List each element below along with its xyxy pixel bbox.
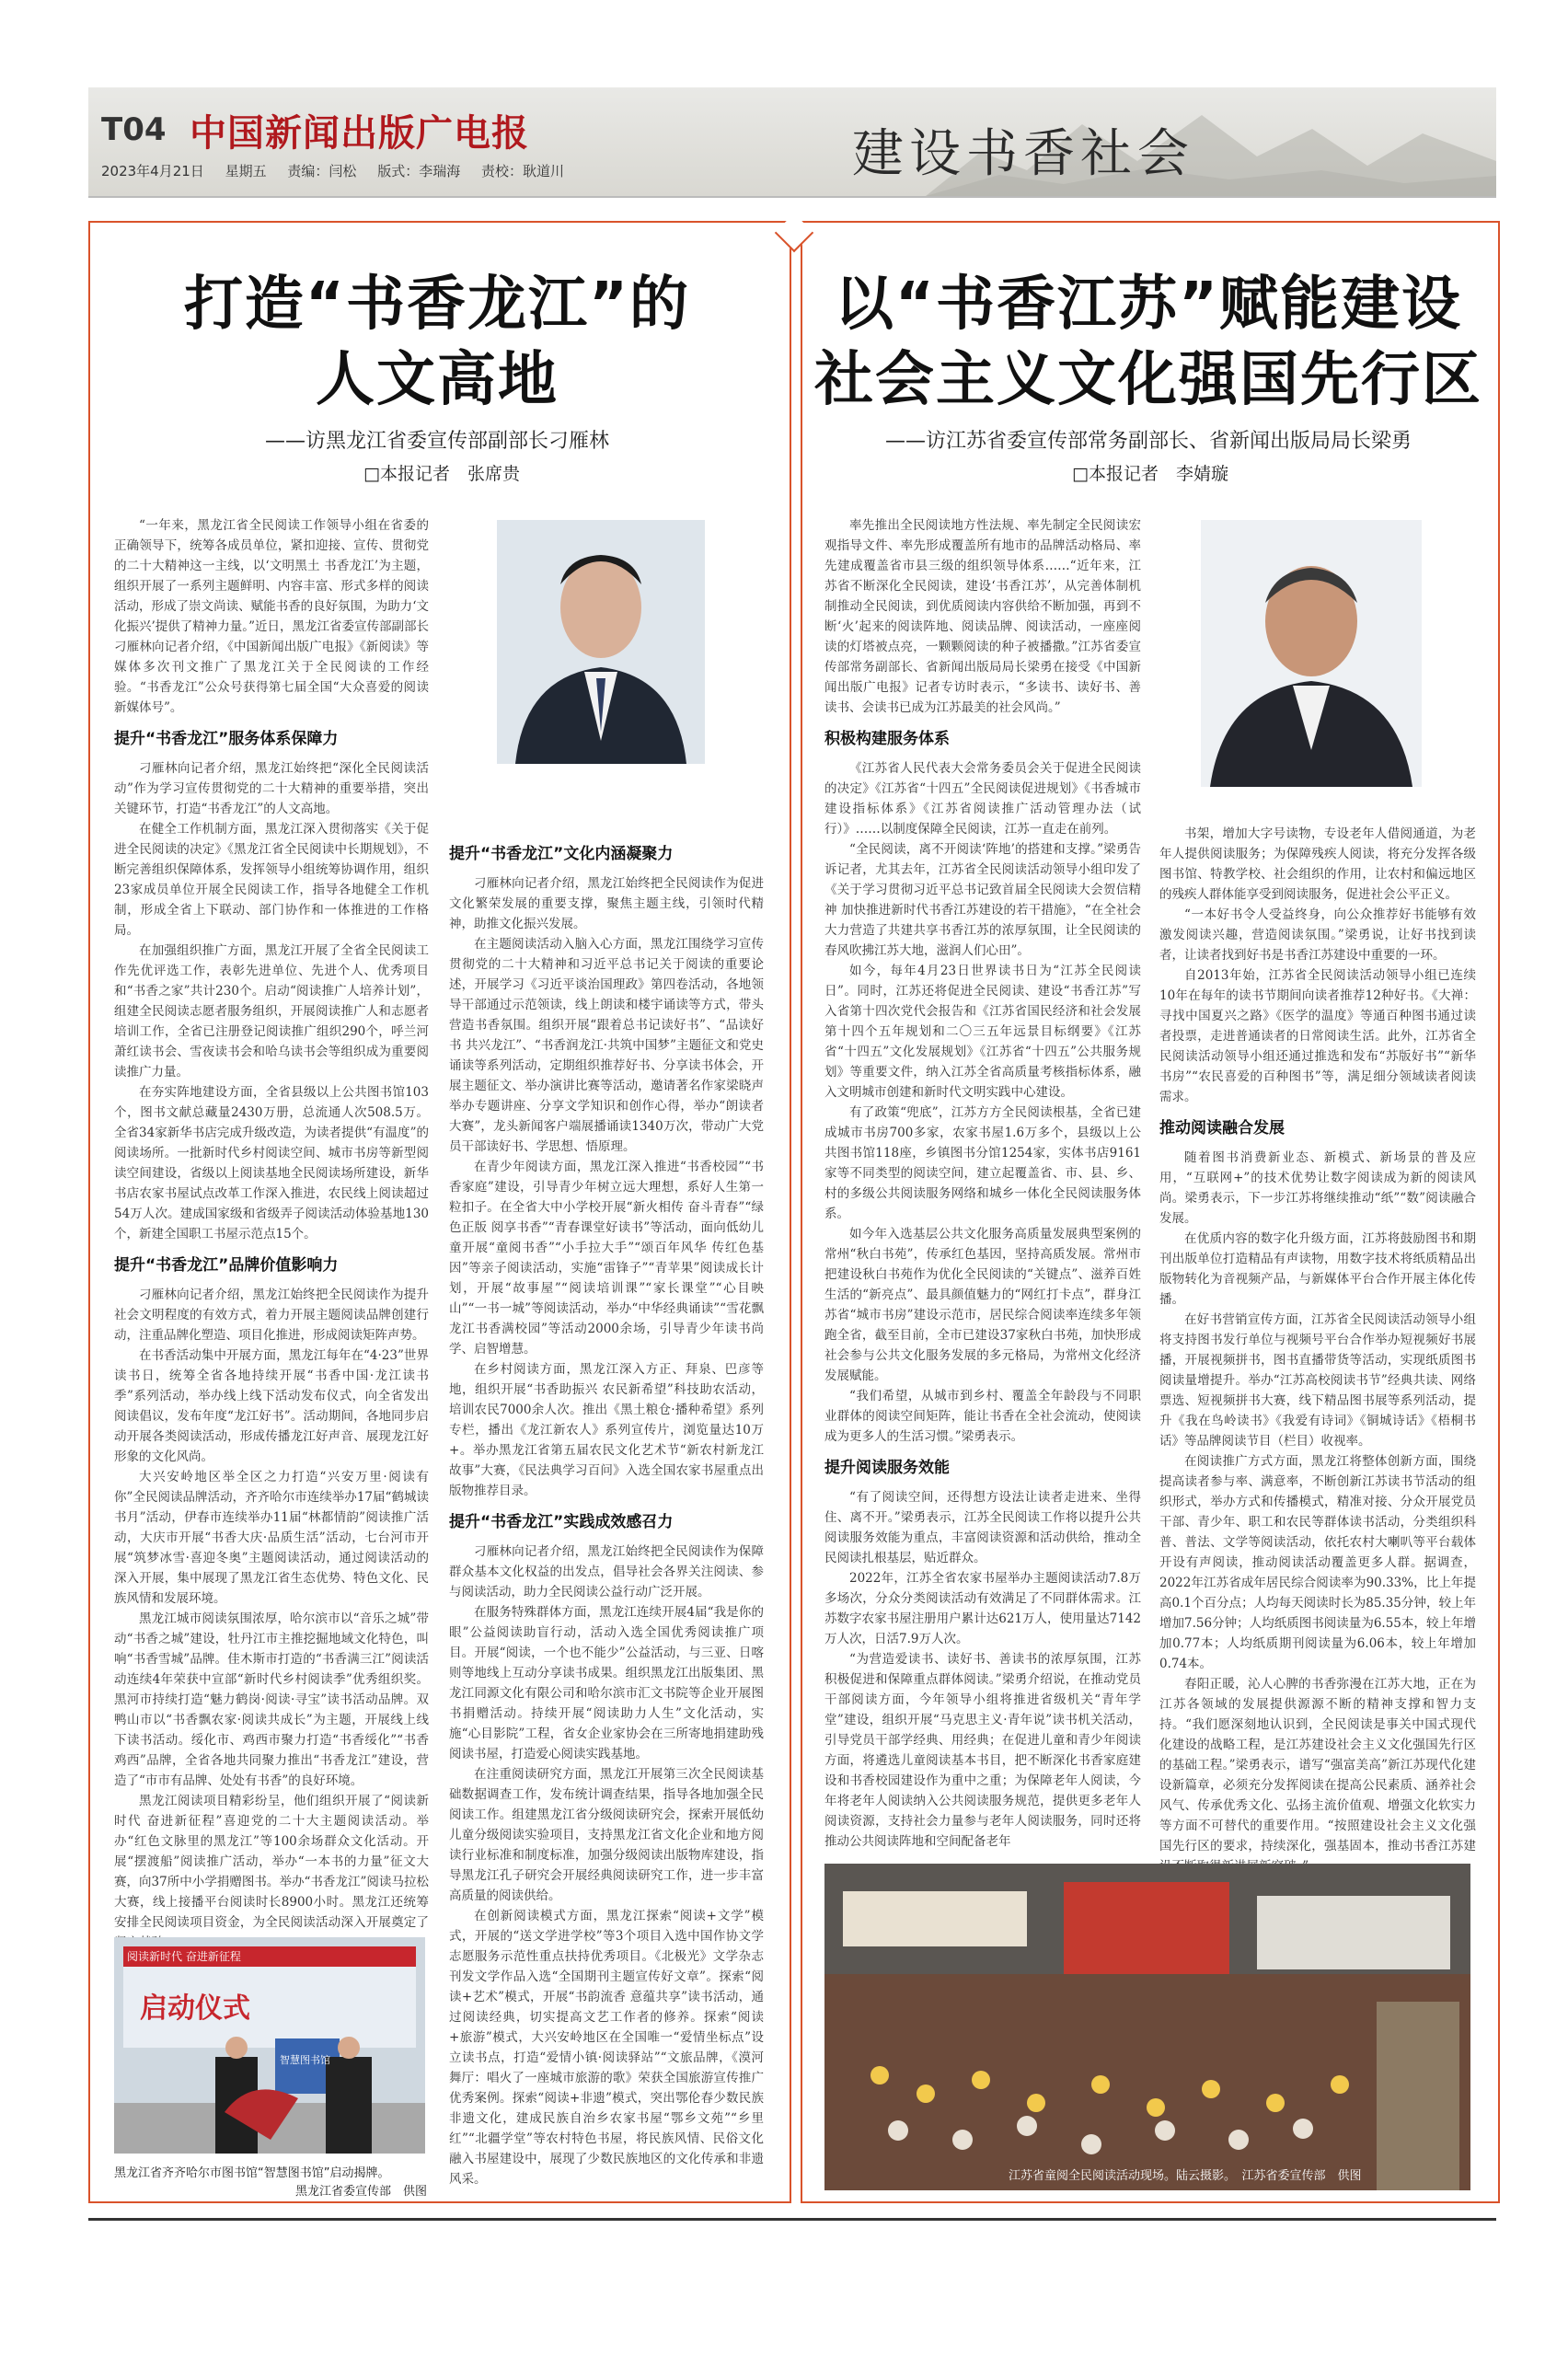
section-heading: 提升“书香龙江”品牌价值影响力 <box>114 1256 339 1275</box>
body-paragraph: 刁雁林向记者介绍，黑龙江始终把全民阅读作为促进文化繁荣发展的重要支撑，聚焦主题主线，引领时代精神，助推文化振兴发展。 <box>449 876 764 931</box>
ceremony-scene-icon <box>114 1937 425 2154</box>
left-article-subtitle: ——访黑龙江省委宣传部副部长刁雁林 <box>264 430 609 453</box>
page-number: T04 <box>101 111 167 148</box>
issue-date: 2023年4月21日 <box>101 163 204 179</box>
left-photo-caption <box>114 2165 427 2201</box>
left-article-column-2 <box>449 833 764 2232</box>
right-photo-caption: 江苏省童阅全民阅读活动现场。陆云摄影。 江苏省委宣传部 供图 <box>1009 2169 1362 2183</box>
body-paragraph: 在优质内容的数字化升级方面，江苏将鼓励图书和期刊出版单位打造精品有声读物，用数字技术将纸质精品出版物转化为音视频产品，与新媒体平台合作开展主体化传播。 <box>1159 1231 1476 1307</box>
body-paragraph: 黑龙江阅读项目精彩纷呈，他们组织开展了“阅读新时代 奋进新征程”喜迎党的二十大主题阅读活动。举办“红色文脉里的黑龙江”等100余场群众文化活动。开展“摆渡船”阅读推广活动，举办“一本书的力量”征文大赛，向37所中小学捐赠图书。举办“书香龙江”阅读马拉松大赛，线上接播平台阅读时长8900小时。黑龙江还统筹安排全民阅读项目资金，为全民阅读活动深入开展奠定了 <box>114 1794 429 1930</box>
right-event-photo <box>824 1864 1470 2190</box>
body-paragraph: 自2013年始，江苏省全民阅读活动领导小组已连续10年在每年的读书节期间向读者推荐12种好书。《大禅：寻找中国夏兴之路》《医学的温度》等通百种图书通过读者投票，走进普通读者的日常阅读生活。此外，江苏省全民阅读活动领导小组还通过推选和发布“苏版好书”“新华书房”“农民喜爱的百种图书”等，满足细分领域读者阅读需求。 <box>1159 968 1476 1104</box>
body-paragraph: 在阅读推广方式方面，黑龙江将整体创新方面，围绕提高读者参与率、满意率，不断创新江苏读书节活动的组织形式，举办方式和传播模式，精准对接、分众开展党员干部、青少年、职工和农民等群体读书活动，分类组织科普、普法、文学等阅读活动，依托农村大喇叭等平台载体开设有声阅读，推动阅读活动覆盖更多人群。据调查，2022年江苏省成年居民综合阅读率为90.33%，比上年提高0.1个百分点；人均每天阅读时长为85.35分钟，较上年增加7.56分钟；人均纸质图书阅读量为6.55本，较上年增加0.77本；人均纸质期刊阅读量为6.06本，较上年增加0.74本。 <box>1159 1454 1476 1671</box>
section-heading: 积极构建服务体系 <box>824 730 950 748</box>
page-bottom-rule <box>88 2218 1496 2221</box>
body-paragraph: 如今年入选基层公共文化服务高质量发展典型案例的常州“秋白书苑”，传承红色基因，坚持高质发展。常州市把建设秋白书苑作为优化全民阅读的“关键点”、滋养百姓生活的“新亮点”、最具颜值魅力的“网红打卡点”，群身江苏省“城市书房”建设示范市，居民综合阅读率连续多年领跑全省，截至目前，全市已建设37家秋白书苑，加快形成社会参与公共文化服务发展的多元格局，为常州文化经济发展赋能。 <box>824 1227 1141 1383</box>
body-paragraph: “一本好书令人受益终身，向公众推荐好书能够有效激发阅读兴趣，营造阅读氛围。”梁勇说，让好书找到读者，让读者找到好书是书香江苏建设中重要的一环。 <box>1159 907 1476 963</box>
editor-credit: 责编：闫松 <box>287 163 357 179</box>
left-article-byline: □本报记者 张席贵 <box>363 464 520 484</box>
left-photo-credit: 黑龙江省委宣传部 供图 <box>294 2185 427 2199</box>
body-paragraph: 在健全工作机制方面，黑龙江深入贯彻落实《关于促进全民阅读的决定》《黑龙江省全民阅读中长期规划》，不断完善组织保障体系，发挥领导小组统筹协调作用，组织23家成员单位开展全民阅读工作，指导各地健全工作机制，形成全省上下联动、部门协作和一体推进的工作格局。 <box>114 822 429 938</box>
reading-event-scene-icon <box>824 1864 1470 2190</box>
issue-weekday: 星期五 <box>225 163 267 179</box>
body-paragraph: 春阳正暖，沁人心脾的书香弥漫在江苏大地，正在为江苏各领域的发展提供源源不断的精神支撑和智力支持。“我们愿深刻地认识到，全民阅读是事关中国式现代化建设的战略工程，是江苏建设社会主义文化强国先行区的基础工程。”梁勇表示，谱写“强富美高”新江苏现代化建设新篇章，必须充分发挥阅读在提高公民素质、涵养社会风气、传承优秀文化、弘扬主流价值观、增强文化软实力等方面不可替代的重要作用。“按照建设社会主义文化强国先行区的要求，持续深化，强基固本，推动书香江苏建 <box>1159 1677 1476 1854</box>
body-paragraph: 书架，增加大字号读物，专设老年人借阅通道，为老年人提供阅读服务；为保障残疾人阅读，将充分发挥各级图书馆、特教学校、社会组织的作用，让农村和偏远地区的残疾人群体能享受到阅读服务，促进社会公平正义。 <box>1159 826 1476 902</box>
left-portrait-photo <box>497 520 705 764</box>
body-paragraph: 《江苏省人民代表大会常务委员会关于促进全民阅读的决定》《江苏省“十四五”全民阅读促进规划》《书香城市建设指标体系》《江苏省阅读推广活动管理办法（试行）》……以制度保障全民阅读，江苏一直走在前列。 <box>824 761 1141 837</box>
newspaper-name: 中国新闻出版广电报 <box>190 111 529 155</box>
right-title-line-2: 社会主义文化强国先行区 <box>814 346 1482 414</box>
section-heading: 提升“书香龙江”文化内涵凝聚力 <box>449 845 674 863</box>
left-article-column-1 <box>114 515 429 1930</box>
banner-title: 启动仪式 <box>140 1992 250 2025</box>
issue-meta <box>101 161 581 180</box>
left-title-line-1: 打造“书香龙江”的 <box>183 271 691 339</box>
right-article-title <box>810 267 1487 418</box>
body-paragraph: 在好书营销宣传方面，江苏省全民阅读活动领导小组将支持图书发行单位与视频号平台合作举办短视频好书展播，开展视频拼书，图书直播带货等活动，实现纸质图书阅读量增提升。举办“江苏高校阅读书节”经典共读、网络票选、短视频拼书大赛，线下精品图书展等系列活动，提升《我在鸟岭读书》《我爱有诗词》《铜城诗话》《梧桐书话》等品牌阅读节目（栏目）收视率。 <box>1159 1312 1476 1449</box>
body-paragraph: “为营造爱读书、读好书、善读书的浓厚氛围，江苏积极促进和保障重点群体阅读。”梁勇介绍说，在推动党员干部阅读方面，今年领导小组将推进省级机关“青年学堂”建设，组织开展“马克思主义·青年说”读书机关活动，引导党员干部学经典、用经典；在促进儿童和青少年阅读方面，将遴选儿童阅读基本书目，把不断深化书香家庭建设和书香校园建设作为重中之重；为保障老年人阅读，今年将老年人阅读纳入公共阅读服务规范，提供更多老年人阅读资源，支持社会力量参与老年人阅读服务，同时还将推动公共阅读阵地和空间配备老年 <box>824 1652 1141 1849</box>
left-title-line-2: 人文高地 <box>316 346 559 414</box>
body-paragraph: 在青少年阅读方面，黑龙江深入推进“书香校园”“书香家庭”建设，引导青少年树立远大理想，系好人生第一粒扣子。在全省大中小学校开展“新火相传 奋斗青春”“绿色正版 阅享书香”“青春课堂好读书”等活动，面向低幼儿童开展“童阅书香”“小手拉大手”“颂百年风华 传红色基因”等亲子阅读活动，实施“雷锋子”“青苹果”阅读成长计划，开展“故事屋”“阅读培训课”“家长课堂”“心目映山”“一书一城”等阅读活动，举办“中华经典诵读”“雪花飘龙江书香满校园”等活动2000余场，引导青少年读书尚学、启智增慧。 <box>449 1160 764 1357</box>
body-paragraph: “我们希望，从城市到乡村、覆盖全年龄段与不同职业群体的阅读空间矩阵，能让书香在全社会流动，使阅读成为更多人的生活习惯。”梁勇表示。 <box>824 1389 1141 1444</box>
right-article-byline: □本报记者 李婧璇 <box>1072 464 1228 484</box>
body-paragraph: 在主题阅读活动入脑入心方面，黑龙江围绕学习宣传贯彻党的二十大精神和习近平总书记关于阅读的重要论述，开展学习《习近平谈治国理政》第四卷活动，各地领导干部通过示范领读，线上朗读和楼宇诵读等方式，带头营造书香氛围。组织开展“跟着总书记读好书”、“品读好书 共兴龙江”、“书香润龙江·共筑中国梦”主题征文和党史诵读等系列活动，定期组织推荐好书、分享读书体会，开展主题征文、举办演讲比赛等活动，邀请著名作家梁晓声举办专题讲座、分享文学知识和创作心得，举办“朗读者大赛”，龙头新闻客户端展播诵读1340万次，带动广大党员干部读好书、学思想、悟原理。 <box>449 937 764 1154</box>
left-article-title <box>101 267 773 418</box>
right-article-column-2 <box>1159 824 1476 1854</box>
body-paragraph: 在服务特殊群体方面，黑龙江连续开展4届“我是你的眼”公益阅读助盲行动，活动入选全国优秀阅读推广项目。开展“阅读，一个也不能少”公益活动，与三亚、日喀则等地线上互动分享读书成果。组织黑龙江出版集团、黑龙江同源文化有限公司和哈尔滨市汇文书院等企业开展图书捐赠活动。持续开展“阅读助力人生”文化活动，实施“心目影院”工程，省女企业家协会在三所寄地捐建助残阅读书屋，打造爱心阅读实践基地。 <box>449 1605 764 1761</box>
body-paragraph: “全民阅读，离不开阅读‘阵地’的搭建和支撑。”梁勇告诉记者，尤其去年，江苏省全民阅读活动领导小组印发了《关于学习贯彻习近平总书记致首届全民阅读大会贺信精神 加快推进新时代书香江苏建设的若干措施》，“在全社会大力营造了共建共享书香江苏的浓厚氛围，让全民阅读的春风吹拂江苏大地，滋润人们心田”。 <box>824 842 1141 958</box>
body-paragraph: 有了政策“兜底”，江苏方方全民阅读根基，全省已建成城市书房700多家，农家书屋1.6万多个，县级以上公共图书馆118座，乡镇图书分馆1254家，实体书店9161家等不同类型的阅读空间，建立起覆盖省、市、县、乡、村的多级公共阅读服务网络和城乡一体化全民阅读服务体系。 <box>824 1105 1141 1221</box>
portrait-photo-icon <box>1201 520 1422 787</box>
body-paragraph: 如今，每年4月23日世界读书日为“江苏全民阅读日”。同时，江苏还将促进全民阅读、建设“书香江苏”写入省第十四次党代会报告和《江苏省国民经济和社会发展第十四个五年规划和二〇三五年远景目标纲要》《江苏省“十四五”文化发展规划》《江苏省“十四五”公共服务规划》等重要文件，纳入江苏全省高质量考核指标体系，融入文明城市创建和新时代文明实践中心建设。 <box>824 964 1141 1100</box>
designer-credit: 版式：李瑞海 <box>377 163 461 179</box>
body-paragraph: 在注重阅读研究方面，黑龙江开展第三次全民阅读基础数据调查工作，发布统计调查结果，指导各地加强全民阅读工作。组建黑龙江省分级阅读研究会，探索开展低幼儿童分级阅读实验项目，支持黑龙江省文化企业和地方阅读行业标准和制度标准，加强分级阅读出版物库建设，指导黑龙江孔子研究会开展经典阅读研究工作，进一步丰富高质量的阅读供给。 <box>449 1767 764 1903</box>
section-title: 建设书香社会 <box>852 124 1194 184</box>
left-photo-caption-text: 黑龙江省齐齐哈尔市图书馆“智慧图书馆”启动揭牌。 <box>114 2166 390 2180</box>
body-paragraph: 大兴安岭地区举全区之力打造“兴安万里·阅读有你”全民阅读品牌活动，齐齐哈尔市连续举办17届“鹤城读书月”活动，伊春市连续举办11届“林都情韵”阅读推广活动，大庆市开展“书香大庆·品质生活”活动，七台河市开展“筑梦冰雪·喜迎冬奥”主题阅读活动，通过阅读活动的深入开展，集中展现了黑龙江省生态优势、特色文化、民族风情和发展环境。 <box>114 1470 429 1606</box>
body-paragraph: 随着图书消费新业态、新模式、新场景的普及应用，“互联网+”的技术优势让数字阅读成为新的阅读风尚。梁勇表示，下一步江苏将继续推动“纸”“数”阅读融合发展。 <box>1159 1150 1476 1226</box>
body-paragraph: 2022年，江苏全省农家书屋举办主题阅读活动7.8万多场次，分众分类阅读活动有效满足了不同群体需求。江苏数字农家书屋注册用户累计达621万人，使用量达7142万人次，日活7.9万人次。 <box>824 1571 1141 1646</box>
body-paragraph: “一年来，黑龙江省全民阅读工作领导小组在省委的正确领导下，统筹各成员单位，紧扣迎接、宣传、贯彻党的二十大精神这一主线，以‘文明黑土 书香龙江’为主题，组织开展了一系列主题鲜明、内容丰富、形式多样的阅读活动，形成了崇文尚读、赋能书香的良好氛围，为助力‘文化振兴’提供了精神力量。”近日，黑龙江省委宣传部副部长刁雁林向记者介绍，《中国新闻出版广电报》《新阅读》等媒体多次刊文推广了黑龙江关于全民阅读的工作经验。“书香龙江”公众号获得第七届全国“大众喜爱的阅读新媒体号”。 <box>114 518 429 715</box>
section-heading: 提升“书香龙江”实践成效感召力 <box>449 1513 674 1531</box>
body-paragraph: 率先推出全民阅读地方性法规、率先制定全民阅读宏观指导文件、率先形成覆盖所有地市的品牌活动格局、率先建成覆盖省市县三级的组织领导体系……“近年来，江苏省不断深化全民阅读，建设‘书香江苏’，从完善体制机制推动全民阅读，到优质阅读内容供给不断加强，再到不断‘火’起来的阅读阵地、阅读品牌、阅读活动，一座座阅读的灯塔被点亮，一颗颗阅读的种子被播撒。”江苏省委宣传部常务副部长、省新闻出版局局长梁勇在接受《中国新闻出版广电报》记者专访时表示，“多读书、读好书、善读书、会读书已成为江苏最美的社会风尚。” <box>824 518 1141 715</box>
masthead <box>88 87 1496 198</box>
right-title-line-1: 以“书香江苏”赋能建设 <box>834 271 1463 339</box>
right-portrait-photo <box>1201 520 1422 787</box>
section-heading: 提升“书香龙江”服务体系保障力 <box>114 730 339 748</box>
proof-credit: 责校：耿道川 <box>480 163 564 179</box>
plaque-text: 智慧图书馆 <box>280 2054 330 2066</box>
banner-slogan: 阅读新时代 奋进新征程 <box>127 1950 241 1963</box>
body-paragraph: 刁雁林向记者介绍，黑龙江始终把“深化全民阅读活动”作为学习宣传贯彻党的二十大精神的重要举措，突出关键环节，打造“书香龙江”的人文高地。 <box>114 761 429 816</box>
portrait-photo-icon <box>497 520 705 764</box>
left-event-photo <box>114 1937 425 2154</box>
body-paragraph: “有了阅读空间，还得想方设法让读者走进来、坐得住、离不开。”梁勇表示，江苏全民阅读工作将以提升公共阅读服务效能为重点，丰富阅读资源和活动供给，推动全民阅读扎根基层，贴近群众。 <box>824 1490 1141 1565</box>
body-paragraph: 刁雁林向记者介绍，黑龙江始终把全民阅读作为提升社会文明程度的有效方式，着力开展主题阅读品牌创建行动，注重品牌化塑造、项目化推进，形成阅读矩阵声势。 <box>114 1288 429 1343</box>
right-article-column-1 <box>824 515 1141 1849</box>
section-heading: 提升阅读服务效能 <box>824 1459 950 1477</box>
body-paragraph: 刁雁林向记者介绍，黑龙江始终把全民阅读作为保障群众基本文化权益的出发点，倡导社会各界关注阅读、参与阅读活动，助力全民阅读公益行动广泛开展。 <box>449 1544 764 1599</box>
body-paragraph: 在加强组织推广方面，黑龙江开展了全省全民阅读工作先优评选工作，表彰先进单位、先进个人、优秀项目和“书香之家”共计230个。启动“阅读推广人培养计划”，组建全民阅读志愿者服务组织，开展阅读推广人和志愿者培训工作，全省已注册登记阅读推广组织290个，呼兰河萧红读书会、雪夜读书会和哈乌读书会等组织成为重要阅读推广力量。 <box>114 943 429 1080</box>
body-paragraph: 在乡村阅读方面，黑龙江深入方正、拜泉、巴彦等地，组织开展“书香助振兴 农民新希望”科技助农活动，培训农民7000余人次。推出《黑土粮仓·播种希望》系列专栏，播出《龙江新农人》系列宣传片，浏览量达10万+。举办黑龙江省第五届农民文化艺术节“新农村新龙江故事”大赛，《民法典学习百问》入选全国农家书屋重点出版物推荐目录。 <box>449 1362 764 1498</box>
body-paragraph: 在书香活动集中开展方面，黑龙江每年在“4·23”世界读书日，统筹全省各地持续开展“书香中国·龙江读书季”系列活动，举办线上线下活动发布仪式，向全省发出阅读倡议，发布年度“龙江好书”。活动期间，各地同步启动开展各类阅读活动，形成传播龙江好声音、展现龙江好形象的文化风尚。 <box>114 1348 429 1464</box>
section-heading: 推动阅读融合发展 <box>1159 1119 1285 1138</box>
right-article-subtitle: ——访江苏省委宣传部常务副部长、省新闻出版局局长梁勇 <box>884 430 1412 453</box>
body-paragraph: 在创新阅读模式方面，黑龙江探索“阅读+文学”模式，开展的“送文学进学校”等3个项目入选中国作协文学志愿服务示范性重点扶持优秀项目。《北极光》文学杂志刊发文学作品入选“全国期刊主题宣传好文章”。探索“阅读+艺术”模式，开展“书韵流香 意蕴共享”读书活动，通过阅读经典，切实提高文艺工作者的修养。探索“阅读+旅游”模式，大兴安岭地区在全国唯一“爱情坐标点”设立读书点，打造“爱情小镇·阅读驿站”“文旅品牌，《漠河舞厅：唱火了一座城市旅游的歌》荣获全国旅游宣传推广优秀案例。探索“阅读+非遗”模式，突出鄂伦春少数民族非遗文化，建成民族自治乡农家书屋“鄂乡文苑”“乡里红”“北疆学堂”等农村特色书屋，将民族风情、民俗文化融入书屋建设中，展现了少数民族地区的文化传承和非遗风采。 <box>449 1909 764 2187</box>
body-paragraph: 黑龙江城市阅读氛围浓厚，哈尔滨市以“音乐之城”带动“书香之城”建设，牡丹江市主推挖掘地域文化特色，叫响“书香雪城”品牌。佳木斯市打造的“书香满三江”阅读活动连续4年荣获中宣部“新时代乡村阅读季”优秀组织奖。黑河市持续打造“魅力鹤岗·阅读·寻宝”读书活动品牌。双鸭山市以“书香飘农家·阅读共成长”为主题，开展线上线下读书活动。绥化市、鸡西市聚力打造“书香绥化”“书香鸡西”品牌，全省各地共同聚力推出“书香龙江”建设，营造了“市市有品牌、处处有书香”的良好环境。 <box>114 1611 429 1788</box>
body-paragraph: 在夯实阵地建设方面，全省县级以上公共图书馆103个，图书文献总藏量2430万册，总流通人次508.5万。全省34家新华书店完成升级改造，为读者提供“有温度”的阅读场所。一批新时代乡村阅读空间、城市书房等新型阅读空间建设，省级以上阅读基地全民阅读场所建设，新华书店农家书屋试点改革工作深入推进，农民线上阅读超过54万人次。建成国家级和省级弄子阅读活动体验基地130个，新建全国职工书屋示范点15个。 <box>114 1085 429 1241</box>
